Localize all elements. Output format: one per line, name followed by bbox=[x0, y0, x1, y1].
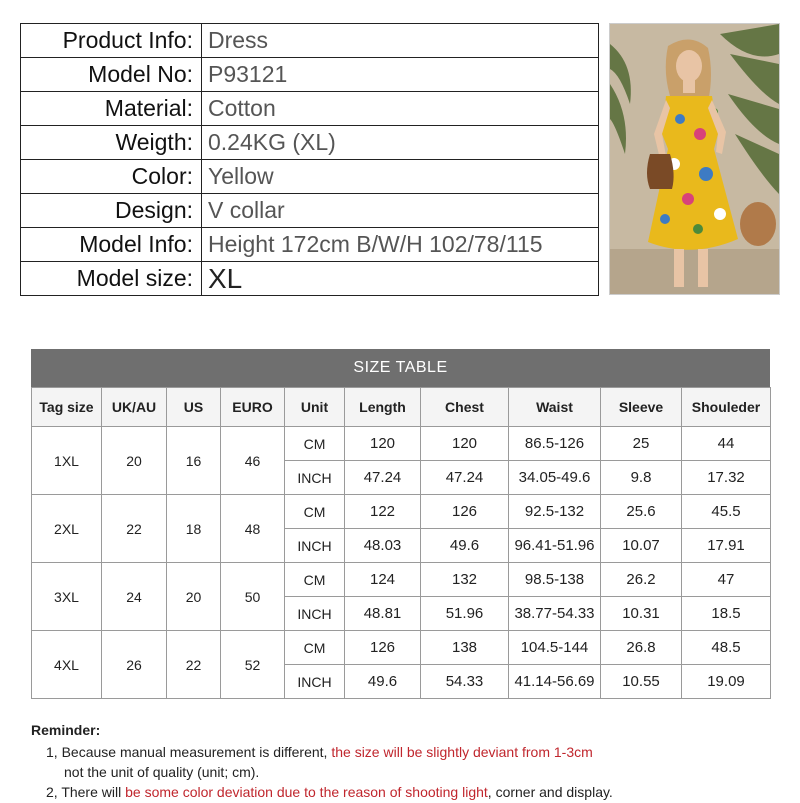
info-value: 0.24KG (XL) bbox=[202, 126, 599, 160]
size-header-cell: Sleeve bbox=[601, 388, 682, 427]
size-header-cell: UK/AU bbox=[102, 388, 167, 427]
info-value: Yellow bbox=[202, 160, 599, 194]
size-euro-cell: 48 bbox=[221, 495, 285, 563]
cm-value-cell: 138 bbox=[421, 631, 509, 665]
inch-value-cell: 48.81 bbox=[345, 597, 421, 631]
unit-inch-cell: INCH bbox=[285, 665, 345, 699]
inch-value-cell: 10.31 bbox=[601, 597, 682, 631]
unit-cm-cell: CM bbox=[285, 631, 345, 665]
cm-value-cell: 124 bbox=[345, 563, 421, 597]
cm-value-cell: 120 bbox=[345, 427, 421, 461]
reminder bbox=[31, 720, 791, 802]
info-label: Color: bbox=[21, 160, 202, 194]
info-value: V collar bbox=[202, 194, 599, 228]
size-tag-cell: 2XL bbox=[32, 495, 102, 563]
size-header-cell: Waist bbox=[509, 388, 601, 427]
unit-inch-cell: INCH bbox=[285, 597, 345, 631]
size-uk-cell: 26 bbox=[102, 631, 167, 699]
model-photo-illustration bbox=[610, 24, 779, 294]
inch-value-cell: 17.32 bbox=[682, 461, 771, 495]
inch-value-cell: 38.77-54.33 bbox=[509, 597, 601, 631]
size-header-cell: Tag size bbox=[32, 388, 102, 427]
info-row bbox=[21, 262, 599, 296]
inch-value-cell: 49.6 bbox=[345, 665, 421, 699]
info-label: Model No: bbox=[21, 58, 202, 92]
inch-value-cell: 47.24 bbox=[421, 461, 509, 495]
reminder-line-2-highlight: be some color deviation due to the reason of shooting light bbox=[125, 784, 488, 800]
reminder-line-1-text: 1, Because manual measurement is different, bbox=[46, 744, 332, 760]
info-row bbox=[21, 194, 599, 228]
cm-value-cell: 45.5 bbox=[682, 495, 771, 529]
size-us-cell: 20 bbox=[167, 563, 221, 631]
size-header-cell: Shouleder bbox=[682, 388, 771, 427]
inch-value-cell: 10.07 bbox=[601, 529, 682, 563]
size-uk-cell: 22 bbox=[102, 495, 167, 563]
info-label: Material: bbox=[21, 92, 202, 126]
size-tag-cell: 1XL bbox=[32, 427, 102, 495]
size-uk-cell: 24 bbox=[102, 563, 167, 631]
info-label: Model size: bbox=[21, 262, 202, 296]
cm-value-cell: 132 bbox=[421, 563, 509, 597]
info-label: Model Info: bbox=[21, 228, 202, 262]
size-header-cell: Chest bbox=[421, 388, 509, 427]
size-euro-cell: 52 bbox=[221, 631, 285, 699]
cm-value-cell: 44 bbox=[682, 427, 771, 461]
cm-value-cell: 25 bbox=[601, 427, 682, 461]
info-value: XL bbox=[202, 262, 599, 296]
unit-cm-cell: CM bbox=[285, 427, 345, 461]
inch-value-cell: 47.24 bbox=[345, 461, 421, 495]
info-value: Cotton bbox=[202, 92, 599, 126]
info-row bbox=[21, 24, 599, 58]
info-value: P93121 bbox=[202, 58, 599, 92]
info-row bbox=[21, 228, 599, 262]
inch-value-cell: 41.14-56.69 bbox=[509, 665, 601, 699]
inch-value-cell: 34.05-49.6 bbox=[509, 461, 601, 495]
inch-value-cell: 19.09 bbox=[682, 665, 771, 699]
size-us-cell: 18 bbox=[167, 495, 221, 563]
product-info-table bbox=[20, 23, 599, 296]
cm-value-cell: 25.6 bbox=[601, 495, 682, 529]
reminder-line-1-highlight: the size will be slightly deviant from 1-3cm bbox=[331, 744, 593, 760]
inch-value-cell: 17.91 bbox=[682, 529, 771, 563]
info-row bbox=[21, 160, 599, 194]
size-euro-cell: 46 bbox=[221, 427, 285, 495]
inch-value-cell: 18.5 bbox=[682, 597, 771, 631]
reminder-line-2-text: 2, There will bbox=[46, 784, 126, 800]
cm-value-cell: 120 bbox=[421, 427, 509, 461]
reminder-line-1 bbox=[31, 742, 791, 762]
reminder-line-1-continued: not the unit of quality (unit; cm). bbox=[64, 764, 260, 780]
size-header-cell: US bbox=[167, 388, 221, 427]
cm-value-cell: 98.5-138 bbox=[509, 563, 601, 597]
cm-value-cell: 92.5-132 bbox=[509, 495, 601, 529]
size-euro-cell: 50 bbox=[221, 563, 285, 631]
cm-value-cell: 86.5-126 bbox=[509, 427, 601, 461]
cm-value-cell: 126 bbox=[421, 495, 509, 529]
info-label: Design: bbox=[21, 194, 202, 228]
reminder-title: Reminder: bbox=[31, 722, 101, 738]
size-uk-cell: 20 bbox=[102, 427, 167, 495]
info-label: Weigth: bbox=[21, 126, 202, 160]
inch-value-cell: 48.03 bbox=[345, 529, 421, 563]
inch-value-cell: 51.96 bbox=[421, 597, 509, 631]
inch-value-cell: 49.6 bbox=[421, 529, 509, 563]
cm-value-cell: 126 bbox=[345, 631, 421, 665]
inch-value-cell: 10.55 bbox=[601, 665, 682, 699]
size-table-header bbox=[32, 388, 771, 427]
table-row bbox=[32, 631, 771, 665]
model-photo bbox=[609, 23, 780, 295]
cm-value-cell: 26.2 bbox=[601, 563, 682, 597]
info-row bbox=[21, 126, 599, 160]
table-row bbox=[32, 427, 771, 461]
reminder-line-2 bbox=[31, 782, 791, 802]
info-value: Height 172cm B/W/H 102/78/115 bbox=[202, 228, 599, 262]
info-value: Dress bbox=[202, 24, 599, 58]
cm-value-cell: 26.8 bbox=[601, 631, 682, 665]
unit-inch-cell: INCH bbox=[285, 529, 345, 563]
unit-cm-cell: CM bbox=[285, 495, 345, 529]
size-tag-cell: 4XL bbox=[32, 631, 102, 699]
size-table bbox=[31, 387, 771, 699]
info-row bbox=[21, 92, 599, 126]
unit-inch-cell: INCH bbox=[285, 461, 345, 495]
info-label: Product Info: bbox=[21, 24, 202, 58]
cm-value-cell: 48.5 bbox=[682, 631, 771, 665]
size-header-cell: EURO bbox=[221, 388, 285, 427]
inch-value-cell: 96.41-51.96 bbox=[509, 529, 601, 563]
size-us-cell: 16 bbox=[167, 427, 221, 495]
size-table-title: SIZE TABLE bbox=[31, 349, 770, 387]
table-row bbox=[32, 495, 771, 529]
cm-value-cell: 104.5-144 bbox=[509, 631, 601, 665]
unit-cm-cell: CM bbox=[285, 563, 345, 597]
inch-value-cell: 54.33 bbox=[421, 665, 509, 699]
reminder-line-2-suffix: , corner and display. bbox=[487, 784, 613, 800]
size-header-cell: Length bbox=[345, 388, 421, 427]
inch-value-cell: 9.8 bbox=[601, 461, 682, 495]
size-header-cell: Unit bbox=[285, 388, 345, 427]
info-row bbox=[21, 58, 599, 92]
cm-value-cell: 47 bbox=[682, 563, 771, 597]
cm-value-cell: 122 bbox=[345, 495, 421, 529]
size-us-cell: 22 bbox=[167, 631, 221, 699]
size-tag-cell: 3XL bbox=[32, 563, 102, 631]
table-row bbox=[32, 563, 771, 597]
